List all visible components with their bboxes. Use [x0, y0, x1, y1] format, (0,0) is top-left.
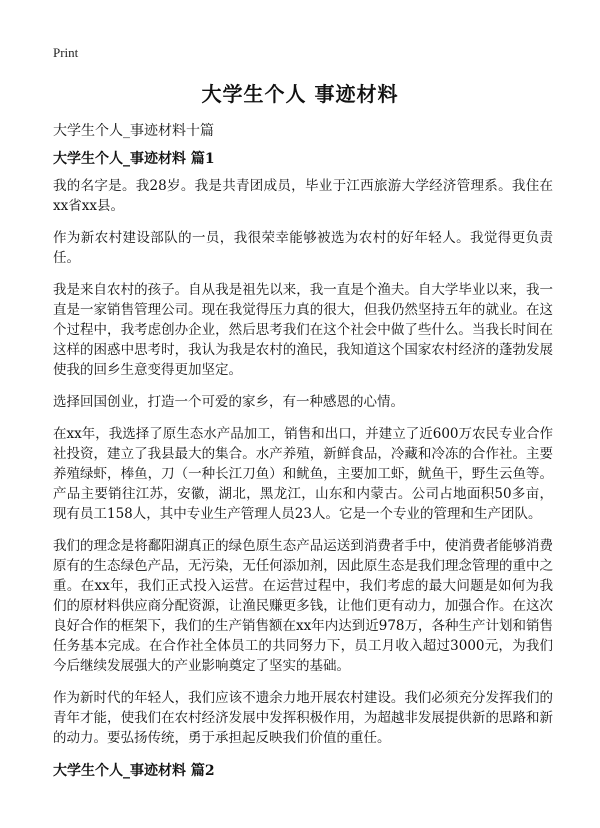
- document-subtitle: 大学生个人_事迹材料十篇: [53, 123, 214, 139]
- section-heading-2: 大学生个人_事迹材料 篇2: [53, 763, 215, 779]
- paragraph: 我的名字是。我28岁。我是共青团成员，毕业于江西旅游大学经济管理系。我住在xx省xx县。: [53, 178, 553, 214]
- page-title: 大学生个人 事迹材料: [201, 82, 399, 106]
- paragraph: 我是来自农村的孩子。自从我是祖先以来，我一直是个渔夫。自大学毕业以来，我一直是一家销售管理公司。现在我觉得压力真的很大，但我仍然坚持五年的就业。在这个过程中，我考虑创办企业，然后思考我们在这个社会中做了些什么。当我长时间在这样的困惑中思考时，我认为我是农村的渔民，我知道这个国家农村经济的蓬勃发展使我的回乡生意变得更加坚定。: [53, 282, 553, 378]
- paragraph: 作为新农村建设部队的一员，我很荣幸能够被选为农村的好年轻人。我觉得更负责任。: [53, 230, 553, 266]
- paragraph: 选择回国创业，打造一个可爱的家乡，有一种感恩的心情。: [53, 394, 404, 410]
- paragraph: 作为新时代的年轻人，我们应该不遗余力地开展农村建设。我们必须充分发挥我们的青年才能，使我们在农村经济发展中发挥积极作用，为超越非发展提供新的思路和新的动力。要弘扬传统，勇于承担起反映我们价值的重任。: [53, 690, 553, 746]
- paragraph: 在xx年，我选择了原生态水产品加工，销售和出口，并建立了近600万农民专业合作社投资，建立了我县最大的集合。水产养殖，新鲜食品，冷藏和冷冻的合作社。主要养殖绿虾，棒鱼，刀（一种长江刀鱼）和鱿鱼，主要加工虾，鱿鱼干，野生云鱼等。产品主要销往江苏，安徽，湖北，黑龙江，山东和内蒙古。公司占地面积50多亩，现有员工158人，其中专业生产管理人员23人。它是一个专业的管理和生产团队。: [53, 426, 553, 522]
- print-label: Print: [53, 45, 79, 60]
- section-heading-1: 大学生个人_事迹材料 篇1: [53, 151, 215, 167]
- document-body: [53, 120, 553, 788]
- paragraph: 我们的理念是将鄱阳湖真正的绿色原生态产品运送到消费者手中，使消费者能够消费原有的生态绿色产品，无污染，无任何添加剂，因此原生态是我们理念管理的重中之重。在xx年，我们正式投入运营。在运营过程中，我们考虑的最大问题是如何为我们的原材料供应商分配资源，让渔民赚更多钱，让他们更有动力，加强合作。在这次良好合作的框架下，我们的生产销售额在xx年内达到近978万，各种生产计划和销售任务基本完成。在合作社全体员工的共同努力下，员工月收入超过3000元，为我们今后继续发展强大的产业影响奠定了坚实的基础。: [53, 538, 553, 674]
